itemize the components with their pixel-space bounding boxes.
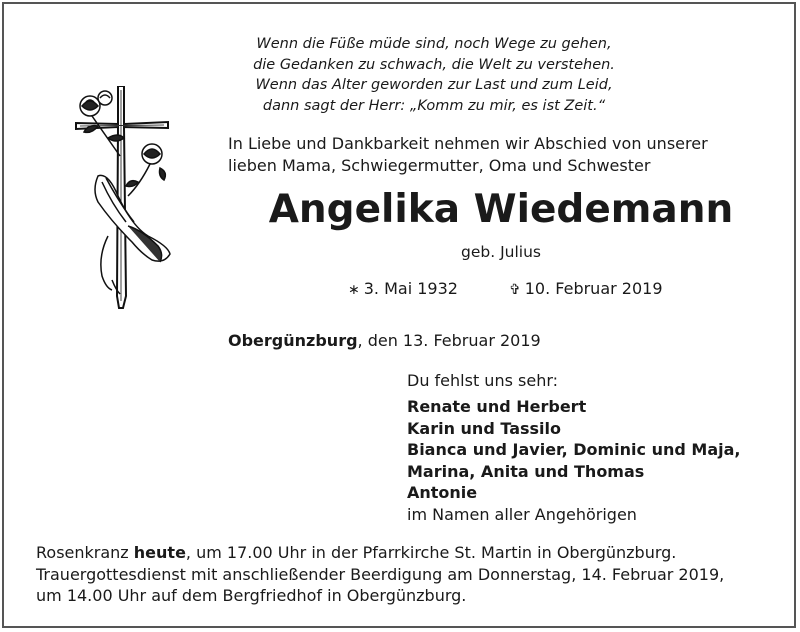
death-date: 10. Februar 2019 (524, 279, 663, 298)
funeral-line: Trauergottesdienst mit anschließender Beerdigung am Donnerstag, 14. Februar 2019, (36, 564, 725, 584)
death-date-line (509, 279, 663, 298)
list-item: Karin und Tassilo (407, 418, 561, 438)
mourners-heading: Du fehlst uns sehr: (407, 371, 559, 390)
burial-line: um 14.00 Uhr auf dem Bergfriedhof in Obergünzburg. (36, 586, 467, 605)
intro-line: In Liebe und Dankbarkeit nehmen wir Abschied von unserer (228, 134, 708, 153)
obituary-notice (2, 2, 796, 628)
cross-icon: ✞ (509, 282, 521, 298)
cross-with-roses-and-praying-hands-icon (68, 86, 178, 311)
place-name: Obergünzburg (228, 331, 358, 350)
star-icon: ∗ (348, 282, 360, 298)
poem-line: die Gedanken zu schwach, die Welt zu verstehen. (253, 56, 615, 73)
list-item: Renate und Herbert (407, 397, 587, 416)
birth-date-line (348, 279, 458, 298)
rosary-details: , um 17.00 Uhr in der Pfarrkirche St. Martin in Obergünzburg. (185, 543, 677, 562)
poem (204, 34, 664, 116)
rosary-today: heute (133, 543, 186, 562)
rosary-label: Rosenkranz (36, 543, 134, 562)
service-details (36, 542, 786, 607)
rosary-line (36, 542, 786, 564)
notice-date: , den 13. Februar 2019 (357, 331, 541, 350)
list-item: Marina, Anita und Thomas (407, 461, 645, 481)
poem-line: dann sagt der Herr: „Komm zu mir, es ist Zeit.“ (262, 97, 606, 114)
deceased-name: Angelika Wiedemann (268, 187, 734, 232)
intro-text (228, 133, 788, 177)
birth-date: 3. Mai 1932 (363, 279, 458, 298)
mourners-closing: im Namen aller Angehörigen (407, 504, 637, 524)
poem-line: Wenn die Füße müde sind, noch Wege zu gehen, (256, 36, 612, 52)
list-item: Antonie (407, 483, 478, 502)
list-item: Bianca und Javier, Dominic und Maja, (407, 440, 741, 459)
poem-line: Wenn das Alter geworden zur Last und zum Leid, (255, 77, 613, 93)
born-name: geb. Julius (461, 243, 541, 261)
intro-line: lieben Mama, Schwiegermutter, Oma und Schwester (228, 156, 651, 175)
mourners-list (407, 396, 740, 525)
place-and-date (228, 331, 541, 350)
